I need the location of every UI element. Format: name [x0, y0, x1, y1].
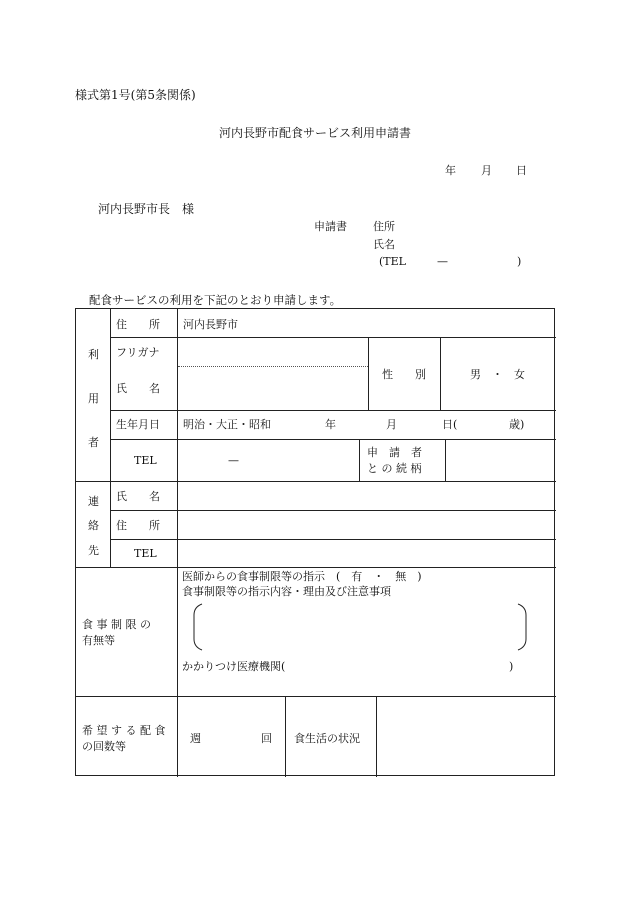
relation-label-1: 申 請 者: [367, 446, 422, 459]
contact-side-char-2: 絡: [88, 519, 99, 532]
contact-name-label: 氏 名: [116, 490, 160, 503]
user-side-char-3: 者: [88, 436, 99, 449]
contact-side-char-1: 連: [88, 495, 99, 508]
applicant-tel-close: ): [517, 255, 522, 268]
meal-label-1: 希 望 す る 配 食: [82, 724, 166, 737]
contact-tel-label: TEL: [134, 547, 157, 560]
meal-status-label: 食生活の状況: [294, 732, 360, 745]
date-day: 日: [516, 164, 527, 177]
user-birth-month: 月: [386, 418, 397, 431]
user-birth-age: 歳): [509, 418, 525, 431]
user-address-value: 河内長野市: [183, 318, 238, 331]
date-year: 年: [445, 164, 456, 177]
applicant-name-label: 氏名: [373, 238, 395, 251]
diet-label-1: 食 事 制 限 の: [82, 618, 151, 631]
left-bracket-icon: [192, 603, 204, 651]
date-month: 月: [481, 164, 492, 177]
diet-label-2: 有無等: [82, 634, 115, 647]
right-bracket-icon: [516, 603, 528, 651]
contact-side-char-3: 先: [88, 544, 99, 557]
diet-details: 食事制限等の指示内容・理由及び注意事項: [182, 585, 391, 598]
form-number: 様式第1号(第5条関係): [75, 88, 196, 102]
addressee: 河内長野市長 様: [98, 202, 195, 216]
user-birth-label: 生年月日: [116, 418, 160, 431]
relation-label-2: と の 続 柄: [367, 462, 422, 475]
diet-clinic-close: ): [509, 660, 514, 673]
user-furigana-label: フリガナ: [116, 346, 160, 359]
contact-address-label: 住 所: [116, 519, 160, 532]
applicant-tel-dash: —: [437, 255, 448, 268]
user-tel-label: TEL: [134, 454, 157, 467]
user-address-label: 住 所: [116, 318, 160, 331]
meal-times: 回: [261, 732, 272, 745]
meal-week: 週: [190, 732, 201, 745]
user-birth-eras: 明治・大正・昭和: [183, 418, 271, 431]
user-tel-dash: —: [228, 454, 239, 467]
user-gender-label: 性 別: [382, 368, 426, 381]
user-birth-year: 年: [325, 418, 336, 431]
user-name-label: 氏 名: [116, 382, 160, 395]
diet-instruction: 医師からの食事制限等の指示 ( 有 ・ 無 ): [182, 570, 422, 583]
meal-label-2: の回数等: [82, 740, 126, 753]
applicant-address-label: 住所: [373, 220, 395, 233]
intro-text: 配食サービスの利用を下記のとおり申請します。: [89, 293, 342, 307]
user-birth-day: 日(: [442, 418, 458, 431]
user-side-char-2: 用: [88, 392, 99, 405]
user-gender-options: 男 ・ 女: [470, 368, 525, 381]
applicant-tel-label: (TEL: [379, 255, 406, 268]
form-title: 河内長野市配食サービス利用申請書: [219, 126, 412, 140]
diet-clinic: かかりつけ医療機関(: [182, 660, 286, 673]
application-table: [75, 308, 555, 776]
applicant-label: 申請書: [314, 220, 347, 233]
user-side-char-1: 利: [88, 348, 99, 361]
